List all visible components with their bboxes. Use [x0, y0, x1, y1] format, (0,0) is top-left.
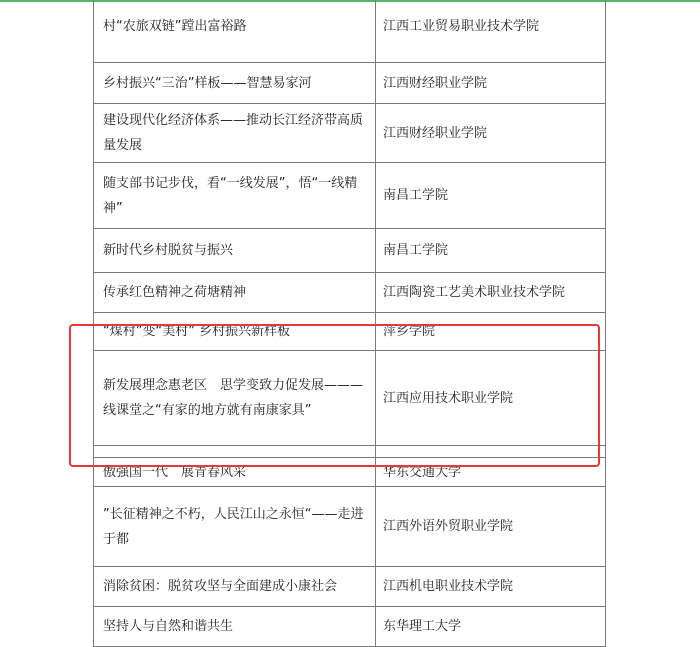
school-cell: 江西陶瓷工艺美术职业技术学院: [376, 273, 606, 313]
school-cell: 江西外语外贸职业学院: [376, 487, 606, 567]
table-row: [94, 487, 606, 567]
project-table: [93, 0, 606, 647]
school-cell: 江西应用技术职业学院: [376, 351, 606, 446]
school-cell: 江西财经职业学院: [376, 104, 606, 163]
table-row: [94, 104, 606, 163]
project-cell: 传承红色精神之荷塘精神: [94, 273, 376, 313]
table-row: [94, 63, 606, 104]
project-cell: 随支部书记步伐，看“一线发展”，悟“一线精神”: [94, 163, 376, 229]
table-row: [94, 458, 606, 487]
table-row: [94, 567, 606, 607]
table-row: [94, 163, 606, 229]
school-cell: 东华理工大学: [376, 607, 606, 647]
table-row: [94, 313, 606, 351]
project-cell: 坚持人与自然和谐共生: [94, 607, 376, 647]
school-cell: 南昌工学院: [376, 163, 606, 229]
school-cell: [376, 446, 606, 458]
table-row: [94, 351, 606, 446]
project-cell: 乡村振兴“三治”样板——智慧易家河: [94, 63, 376, 104]
school-cell: 华东交通大学: [376, 458, 606, 487]
table-row: [94, 0, 606, 63]
project-cell: 新时代乡村脱贫与振兴: [94, 229, 376, 273]
project-cell: [94, 446, 376, 458]
project-cell: “煤村”变“美村” 乡村振兴新样板: [94, 313, 376, 351]
school-cell: 南昌工学院: [376, 229, 606, 273]
school-cell: 江西工业贸易职业技术学院: [376, 0, 606, 63]
table-row: [94, 273, 606, 313]
school-cell: 江西财经职业学院: [376, 63, 606, 104]
table-row: [94, 229, 606, 273]
project-cell: ”长征精神之不朽，人民江山之永恒“——走进于都: [94, 487, 376, 567]
school-cell: 萍乡学院: [376, 313, 606, 351]
school-cell: 江西机电职业技术学院: [376, 567, 606, 607]
project-cell: 消除贫困：脱贫攻坚与全面建成小康社会: [94, 567, 376, 607]
project-cell: 新发展理念惠老区 思学变致力促发展———线课堂之“有家的地方就有南康家具”: [94, 351, 376, 446]
table-row: [94, 607, 606, 647]
table-row: [94, 446, 606, 458]
project-cell: 傲强国一代 展青春风采: [94, 458, 376, 487]
project-cell: 建设现代化经济体系——推动长江经济带高质量发展: [94, 104, 376, 163]
project-cell: 村“农旅双链”蹚出富裕路: [94, 0, 376, 63]
